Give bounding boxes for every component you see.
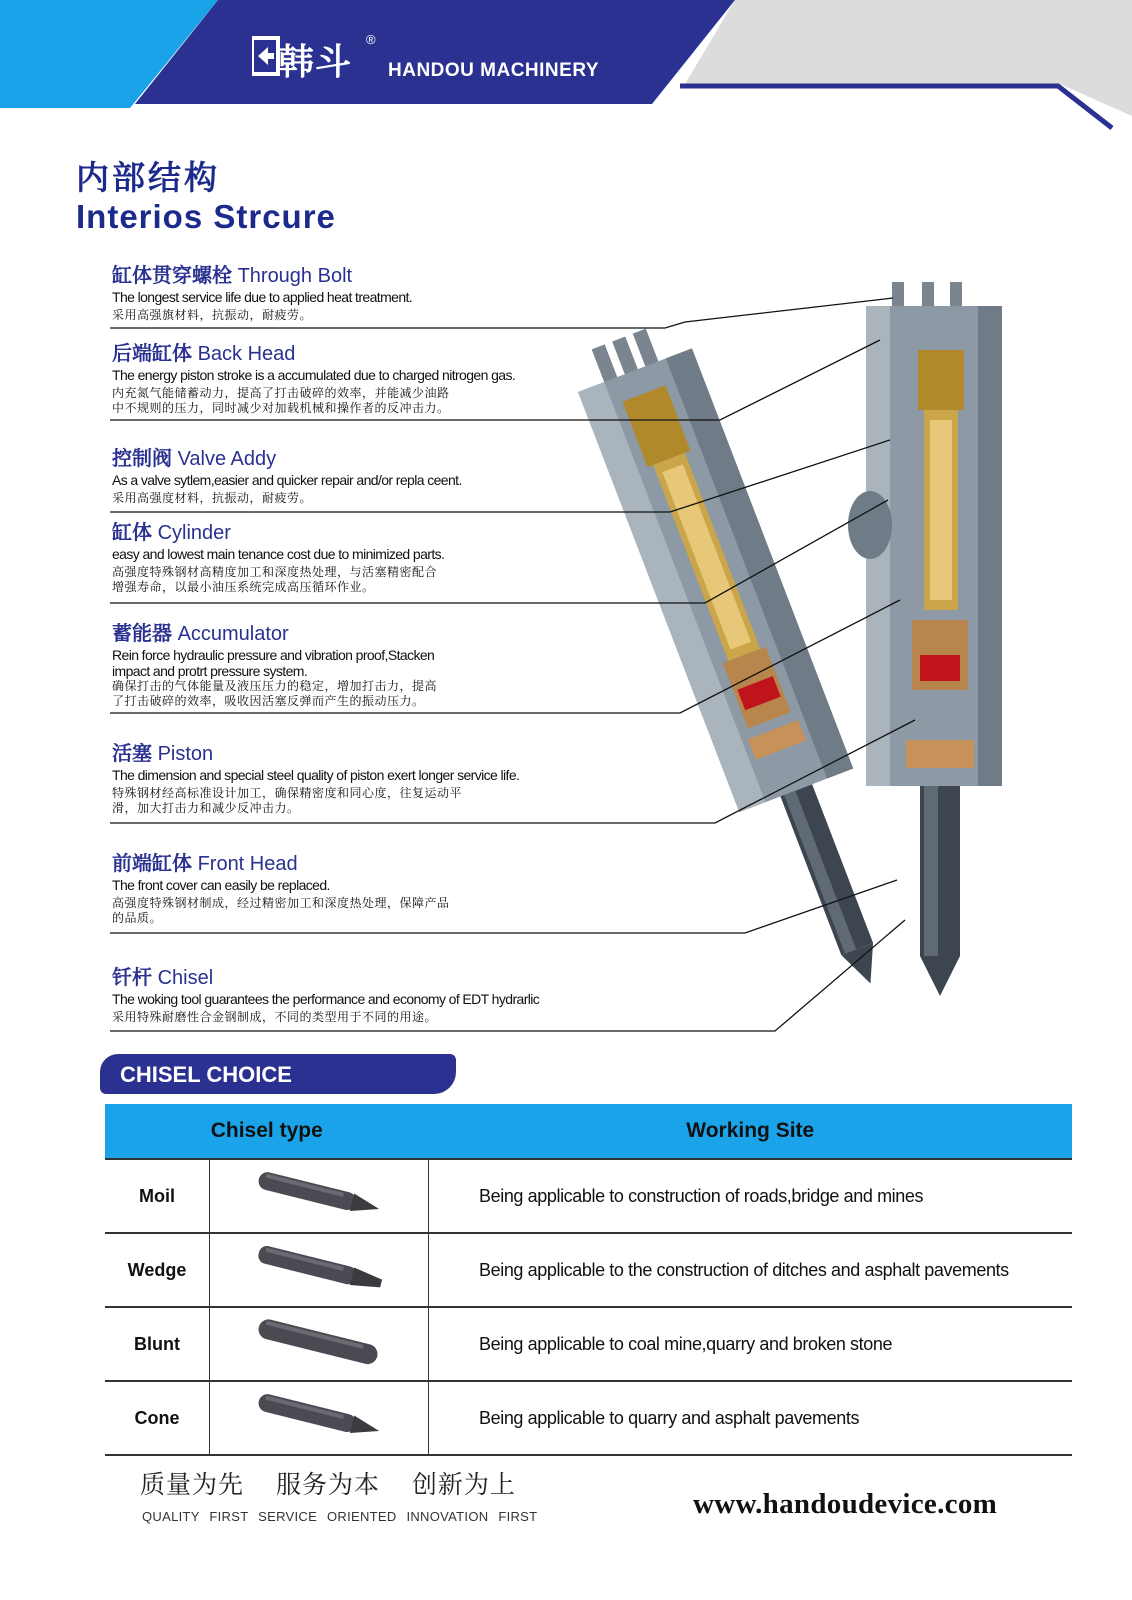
part-title-cn: 钎杆 [112,967,152,989]
part-title-cn: 缸体 [112,522,152,544]
cone-chisel-image [210,1381,429,1455]
chisel-name: Wedge [105,1233,210,1307]
part-title-cn: 后端缸体 [112,343,192,365]
part-title-en: Piston [157,743,214,765]
part-title-en: Valve Addy [177,448,277,470]
part-chisel [112,966,672,1025]
table-row [105,1381,1072,1455]
part-accumulator [112,622,672,709]
part-description: The woking tool guarantees the performance and economy of EDT hydrarlic [112,991,540,1007]
section-title-en: Interios Strcure [76,198,336,235]
table-row [105,1159,1072,1233]
part-piston [112,742,672,816]
part-description: The dimension and special steel quality of piston exert longer service life. [112,767,520,783]
slogan-en: QUALITY FIRST SERVICE ORIENTED INNOVATION FIRST [142,1509,538,1524]
part-title-en: Chisel [157,967,214,989]
working-site: Being applicable to coal mine,quarry and broken stone [429,1307,1073,1381]
wedge-chisel-image [210,1233,429,1307]
part-description: The energy piston stroke is a accumulated due to charged nitrogen gas. [112,367,516,383]
part-description-cn: 高强度特殊钢材高精度加工和深度热处理，与活塞精密配合 增强寿命，以最小油压系统完成高压循环作业。 [112,565,438,594]
chisel-name: Blunt [105,1307,210,1381]
part-description-cn: 采用高强度材料，抗振动，耐疲劳。 [112,491,313,505]
company-name: HANDOU MACHINERY [388,60,600,81]
slogan-cn: 质量为先 服务为本 创新为上 [140,1471,516,1499]
part-description-cn: 采用特殊耐磨性合金钢制成，不同的类型用于不同的用途。 [112,1010,438,1024]
logo-brand-text: 韩斗 [278,41,353,82]
part-cylinder [112,521,672,595]
section-title-cn: 内部结构 [76,159,220,196]
part-description: Rein force hydraulic pressure and vibration proof,Stacken impact and protrt pressure system. [112,647,435,679]
part-valve-addy [112,447,672,506]
column-header-chisel-type: Chisel type [105,1104,429,1159]
chisel-choice-table [105,1104,1072,1456]
table-header-row [105,1104,1072,1159]
part-title-en: Front Head [197,853,298,875]
working-site: Being applicable to the construction of ditches and asphalt pavements [429,1233,1073,1307]
part-title-en: Cylinder [157,522,231,544]
part-description-cn: 确保打击的气体能量及液压压力的稳定，增加打击力，提高 了打击破碎的效率，吸收因活塞反弹而产生的振动压力。 [112,679,438,708]
part-title-en: Back Head [197,343,296,365]
registered-mark: ® [366,32,376,47]
working-site: Being applicable to construction of roads,bridge and mines [429,1159,1073,1233]
part-description: The longest service life due to applied heat treatment. [112,289,413,305]
part-description: As a valve sytlem,easier and quicker repair and/or repla ceent. [112,472,462,488]
part-description: The front cover can easily be replaced. [112,877,330,893]
part-title-en: Through Bolt [237,265,353,287]
table-row [105,1307,1072,1381]
part-title-cn: 缸体贯穿螺栓 [112,265,232,287]
part-front-head [112,852,672,926]
part-through-bolt [112,264,672,323]
part-description: easy and lowest main tenance cost due to minimized parts. [112,546,445,562]
blunt-chisel-image [210,1307,429,1381]
column-header-working-site: Working Site [429,1104,1073,1159]
working-site: Being applicable to quarry and asphalt pavements [429,1381,1073,1455]
part-description-cn: 高强度特殊钢材制成，经过精密加工和深度热处理，保障产品 的品质。 [112,896,450,925]
table-row [105,1233,1072,1307]
website-link[interactable]: www.handoudevice.com [693,1488,998,1520]
part-title-cn: 蓄能器 [112,623,172,645]
part-description-cn: 内充氮气能储蓄动力，提高了打击破碎的效率，并能减少油路 中不规则的压力，同时减少对加载机械和操作者的反冲击力。 [112,386,450,415]
chisel-name: Cone [105,1381,210,1455]
part-back-head [112,342,672,416]
moil-chisel-image [210,1159,429,1233]
part-description-cn: 采用高强旗材料，抗振动，耐疲劳。 [112,308,313,322]
part-title-en: Accumulator [177,623,289,645]
part-title-cn: 控制阀 [112,448,172,470]
chisel-choice-title: CHISEL CHOICE [120,1062,292,1087]
chisel-choice-banner [100,1054,456,1094]
part-title-cn: 活塞 [112,743,152,765]
chisel-name: Moil [105,1159,210,1233]
part-title-cn: 前端缸体 [112,853,192,875]
part-description-cn: 特殊钢材经高标准设计加工，确保精密度和同心度，往复运动平 滑，加大打击力和减少反冲击力。 [112,786,463,815]
